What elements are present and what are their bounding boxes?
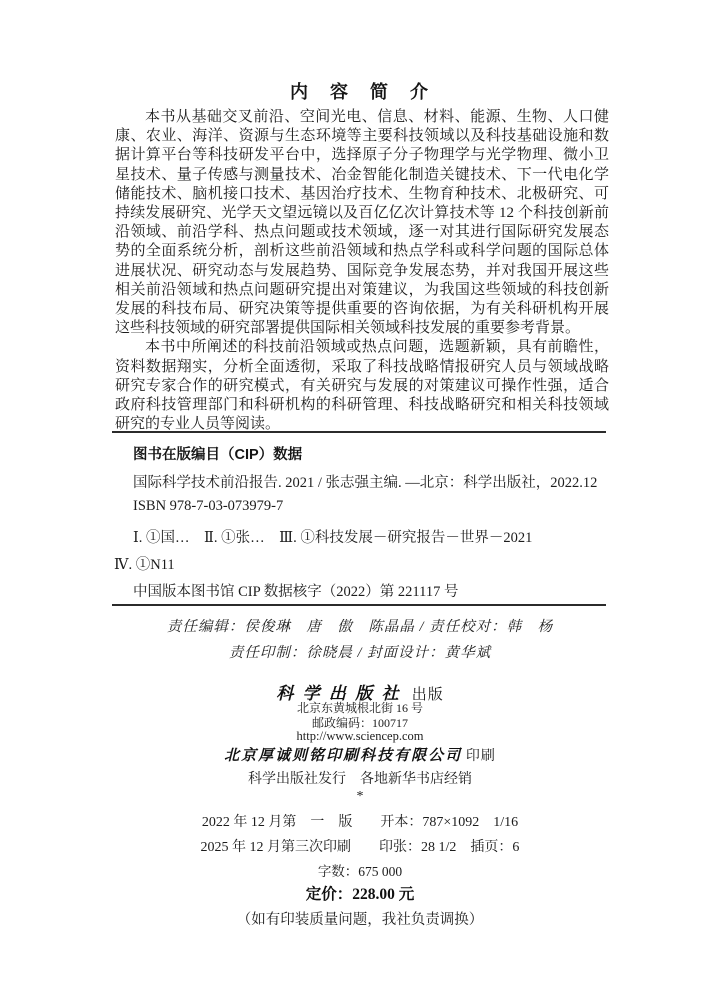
science-press-logo: 科学出版社 — [276, 684, 408, 703]
editorial-credits-line-2: 责任印制：徐晓晨 / 封面设计：黄华斌 — [228, 645, 492, 661]
price: 定价：228.00 元 — [305, 886, 415, 903]
asterisk-separator: * — [356, 789, 364, 804]
distribution-line: 科学出版社发行 各地新华书店经销 — [248, 772, 472, 787]
editorial-credits-line-1: 责任编辑：侯俊琳 唐 傲 陈晶晶 / 责任校对：韩 杨 — [166, 619, 554, 635]
edition-info-line-2: 2025 年 12 月第三次印刷 印张：28 1/2 插页：6 — [200, 840, 520, 855]
summary-paragraph-1: 本书从基础交叉前沿、空间光电、信息、材料、能源、生物、人口健康、农业、海洋、资源与生态环境等主要科技领域以及科技基础设施和数据计算平台等科技研发平台中，选择原子分子物理学与光学物理、微小卫星技术、量子传感与测量技术、冶金智能化制造关键技术、下一代电化学储能技术、脑机接口技术、基因治疗技术、生物育种技术、北极研究、可持续发展研究、光学天文望远镜以及百亿亿次计算技术等 12 个科技创新前沿领域、前沿学科、热点问题或技术领域，逐一对其进行国际研究发展态势的全面系统分析，剖析这些前沿领域和热点学科或科学问题的国际总体进展状况、研究动态与发展趋势、国际竞争发展态势，并对我国开展这些相关前沿领域和热点问题研究提出对策建议，为我国这些领域的科技创新发展的科技布局、研究决策等提供重要的咨询依据，为有关科研机构开展这些科技领域的研究部署提供国际相关领域科技发展的重要参考背景。 — [115, 109, 609, 337]
content-summary-heading: 内 容 简 介 — [290, 82, 430, 102]
cip-classification-line-2: Ⅳ. ①N11 — [114, 557, 175, 573]
printer-company-name: 北京厚诚则铭印刷科技有限公司 — [224, 748, 463, 764]
cip-data-block — [112, 431, 606, 606]
cip-classification-line-1: Ⅰ. ①国… Ⅱ. ①张… Ⅲ. ①科技发展－研究报告－世界－2021 — [133, 530, 533, 546]
printer-line — [0, 744, 720, 765]
edition-info-line-1: 2022 年 12 月第 一 版 开本：787×1092 1/16 — [201, 815, 519, 830]
publisher-postcode: 邮政编码：100717 — [311, 716, 408, 730]
cip-catalog-entry: 国际科学技术前沿报告. 2021 / 张志强主编. —北京：科学出版社，2022.12 — [133, 475, 598, 491]
summary-paragraph-2: 本书中所阐述的科技前沿领域或热点问题，选题新颖，具有前瞻性，资料数据翔实，分析全面透彻，采取了科技战略情报研究人员与领域战略研究专家合作的研究模式，有关研究与发展的对策建议可操作性强，适合政府科技管理部门和科研机构的科研管理、科技战略研究和相关科技领域研究的专业人员等阅读。 — [115, 339, 609, 433]
publisher-address: 北京东黄城根北街 16 号 — [296, 701, 423, 715]
publish-label: 出版 — [411, 687, 444, 703]
word-count: 字数：675 000 — [317, 864, 403, 879]
content-summary-text — [115, 108, 609, 434]
isbn-number: ISBN 978-7-03-073979-7 — [133, 498, 284, 514]
cip-header: 图书在版编目（CIP）数据 — [133, 447, 303, 463]
print-label: 印刷 — [465, 749, 496, 764]
cip-record-number: 中国版本图书馆 CIP 数据核字（2022）第 221117 号 — [133, 584, 459, 600]
quality-guarantee-note: （如有印装质量问题，我社负责调换） — [236, 912, 484, 928]
publisher-website: http://www.sciencep.com — [296, 729, 424, 743]
